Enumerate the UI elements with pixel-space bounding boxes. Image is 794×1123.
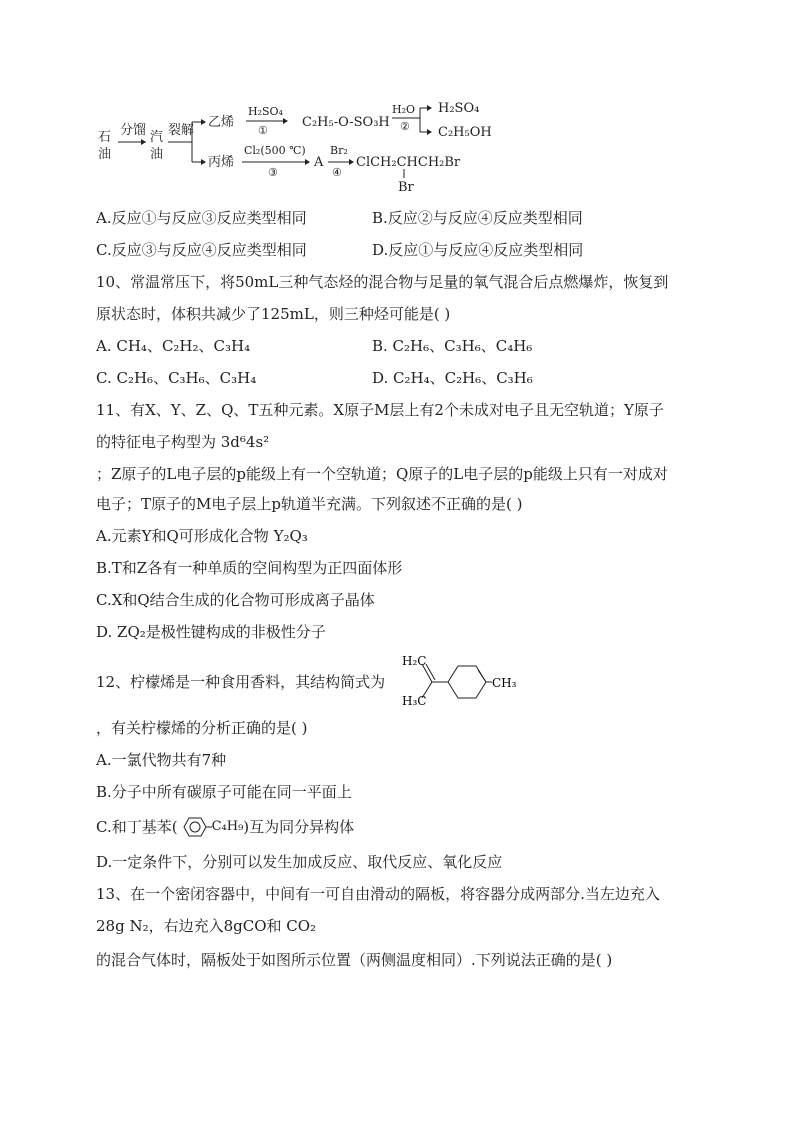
reagent-cl2: Cl₂(500 ℃) [244, 144, 306, 157]
q9-option-a[interactable]: A.反应①与反应③反应类型相同 [96, 209, 307, 227]
limonene-structure [396, 652, 526, 712]
arrowhead-top [201, 119, 206, 125]
q13-stem-3: 的混合气体时，隔板处于如图所示位置（两侧温度相同）.下列说法正确的是( ) [96, 951, 613, 969]
q10-option-d[interactable]: D. C₂H₄、C₂H₆、C₃H₆ [372, 369, 533, 387]
q12-option-c-post: )互为同分异构体 [243, 818, 355, 836]
q11-stem-1: 11、有X、Y、Z、Q、T五种元素。X原子M层上有2个未成对电子且无空轨道；Y原子 [96, 401, 664, 419]
step-3-label: ③ [268, 166, 278, 179]
arrowhead-step4 [349, 159, 354, 165]
step-2-label: ② [400, 120, 410, 133]
q13-stem-1: 13、在一个密闭容器中，中间有一可自由滑动的隔板，将容器分成两部分.当左边充入 [96, 885, 660, 903]
q11-option-a[interactable]: A.元素Y和Q可形成化合物 Y₂Q₃ [96, 527, 308, 545]
product-br: Br [398, 180, 414, 195]
arrowhead-step2-top [427, 105, 432, 111]
scheme-qiyou-2: 油 [150, 147, 164, 162]
arrowhead-step3 [305, 159, 310, 165]
scheme-shiyou-1: 石 [98, 130, 112, 145]
q11-option-b[interactable]: B.T和Z各有一种单质的空间构型为正四面体形 [96, 559, 403, 577]
q10-stem-2: 原状态时，体积共减少了125mL，则三种烃可能是( ) [96, 305, 451, 323]
reagent-h2o: H₂O [392, 103, 416, 116]
scheme-liejie: 裂解 [168, 123, 195, 138]
q11-option-c[interactable]: C.X和Q结合生成的化合物可形成离子晶体 [96, 591, 375, 609]
product-main: ClCH₂CHCH₂Br [356, 155, 461, 170]
q11-stem-2: 的特征电子构型为 3d⁶4s² [96, 433, 270, 451]
reagent-h2so4: H₂SO₄ [248, 105, 283, 118]
q9-option-d[interactable]: D.反应①与反应④反应类型相同 [372, 241, 584, 259]
q9-option-b[interactable]: B.反应②与反应④反应类型相同 [372, 209, 583, 227]
arrowhead-step2-bottom [427, 129, 432, 135]
scheme-fenliu: 分馏 [120, 123, 147, 138]
q12-option-d[interactable]: D.一定条件下，分别可以发生加成反应、取代反应、氧化反应 [96, 853, 503, 871]
q12-option-c[interactable] [96, 816, 354, 838]
q13-stem-2: 28g N₂，右边充入8gCO和 CO₂ [96, 917, 317, 935]
scheme-yixi: 乙烯 [208, 115, 235, 130]
q11-option-d[interactable]: D. ZQ₂是极性键构成的非极性分子 [96, 623, 326, 641]
mol-ch3: CH₃ [492, 676, 517, 690]
q11-stem-3: ；Z原子的L电子层的p能级上有一个空轨道；Q原子的L电子层的p能级上只有一对成对 [96, 465, 668, 483]
scheme-bingxi: 丙烯 [208, 155, 235, 170]
product-c2h5oh: C₂H₅OH [438, 125, 492, 140]
q10-option-a[interactable]: A. CH₄、C₂H₂、C₃H₄ [96, 337, 251, 355]
benzene-ring-icon [178, 816, 212, 838]
q12-stem-1: 12、柠檬烯是一种食用香料，其结构简式为 [96, 673, 386, 691]
q11-stem-4: 电子；T原子的M电子层上p轨道半充满。下列叙述不正确的是( ) [96, 495, 523, 513]
q12-option-a[interactable]: A.一氯代物共有7种 [96, 751, 227, 769]
reaction-scheme [96, 96, 616, 196]
q12-option-c-pre: C.和丁基苯( [96, 818, 178, 836]
mol-h2c: H₂C [402, 654, 427, 668]
intermediate-a: A [314, 155, 324, 170]
product-h2so4: H₂SO₄ [438, 101, 480, 116]
arrowhead-fenliu [141, 139, 146, 145]
step-4-label: ④ [332, 166, 342, 179]
intermediate-1: C₂H₅-O-SO₃H [302, 115, 390, 130]
q12-stem-2: ，有关柠檬烯的分析正确的是( ) [96, 719, 308, 737]
q10-stem-1: 10、常温常压下，将50mL三种气态烃的混合物与足量的氧气混合后点燃爆炸，恢复到 [96, 273, 669, 291]
q9-option-c[interactable]: C.反应③与反应④反应类型相同 [96, 241, 307, 259]
q12-option-c-sub: C₄H₉ [211, 819, 244, 834]
mol-h3c: H₃C [402, 694, 427, 708]
arrowhead-bottom [201, 159, 206, 165]
q10-option-b[interactable]: B. C₂H₆、C₃H₆、C₄H₆ [372, 337, 533, 355]
q10-option-c[interactable]: C. C₂H₆、C₃H₆、C₃H₄ [96, 369, 257, 387]
arrowhead-step1 [283, 118, 288, 124]
reagent-br2: Br₂ [330, 144, 348, 157]
scheme-shiyou-2: 油 [98, 147, 112, 162]
step-1-label: ① [258, 124, 268, 137]
scheme-qiyou-1: 汽 [150, 130, 164, 145]
q12-option-b[interactable]: B.分子中所有碳原子可能在同一平面上 [96, 783, 352, 801]
